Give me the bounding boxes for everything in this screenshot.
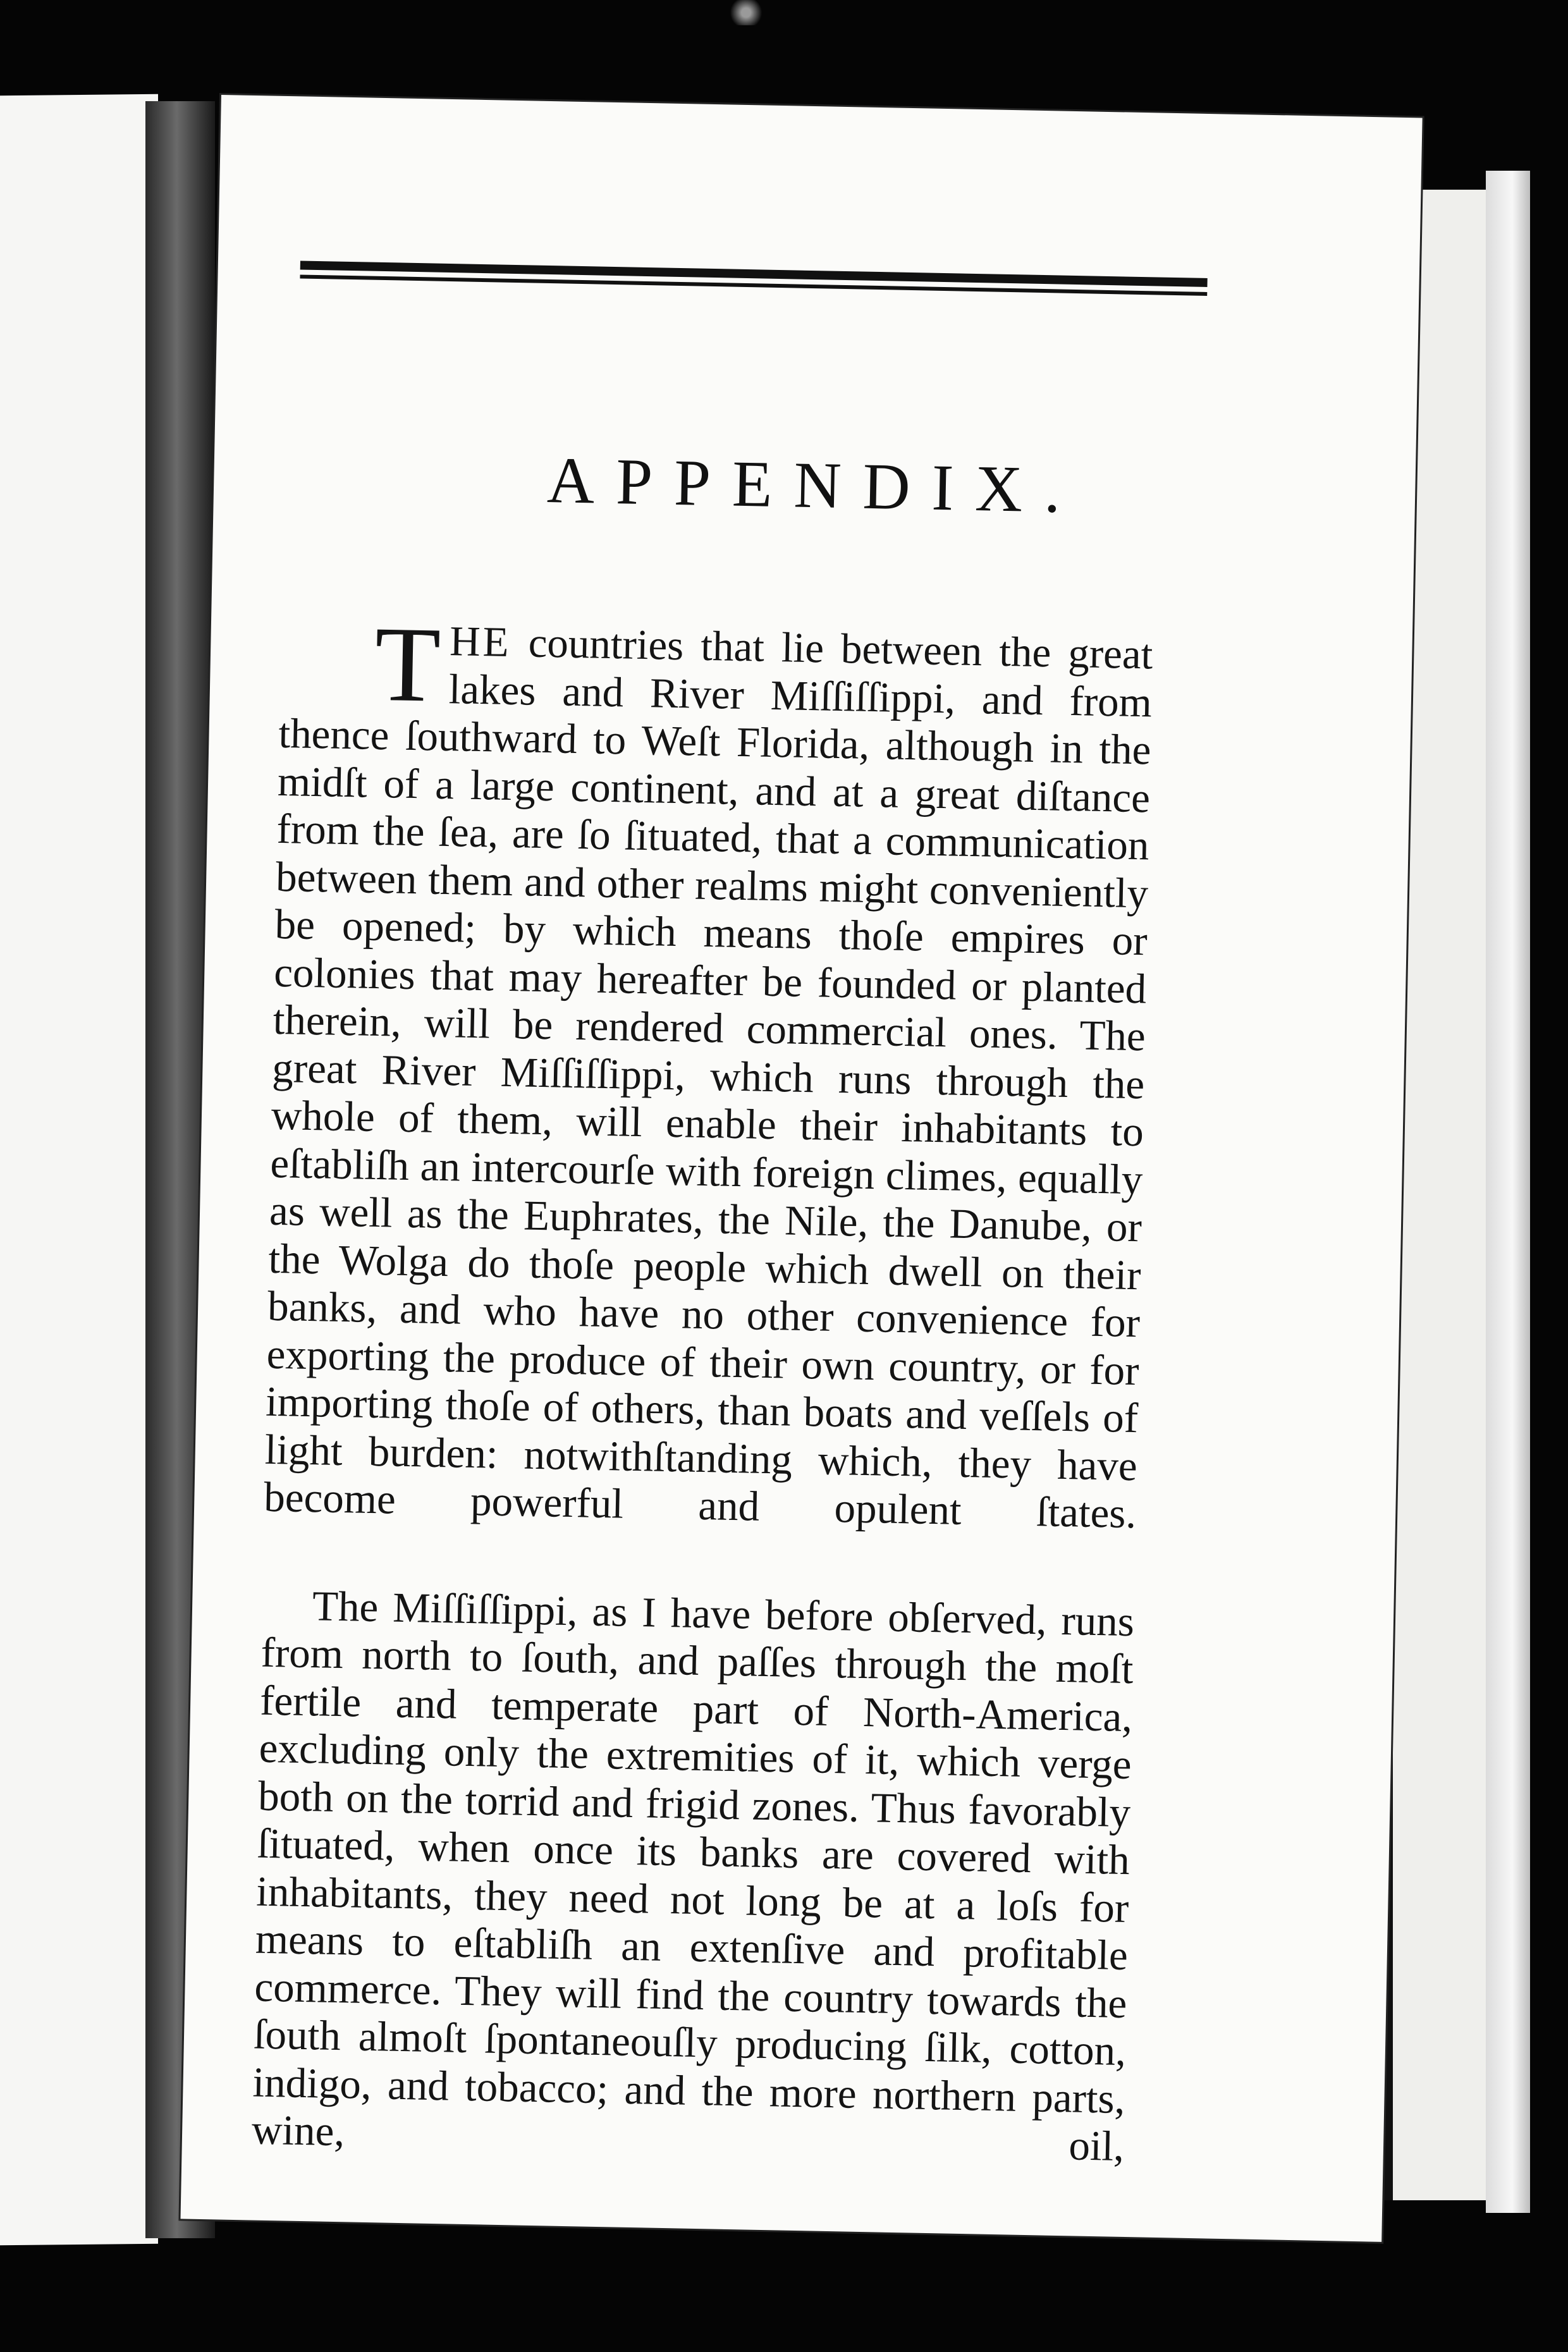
paragraph-1 bbox=[263, 604, 1153, 1538]
book-page bbox=[180, 95, 1422, 2242]
ornamental-top-rule bbox=[300, 260, 1207, 296]
right-page-strip bbox=[1486, 171, 1530, 2213]
left-facing-page bbox=[0, 94, 158, 2246]
drop-cap: T bbox=[373, 604, 442, 725]
paragraph-2 bbox=[251, 1581, 1134, 2171]
page-heading: APPENDIX. bbox=[546, 444, 1083, 527]
body-text bbox=[251, 604, 1153, 2171]
paragraph-2-text: The Miſſiſſippi, as I have before obſerved, runs from north to ſouth, and paſſes through the moſt fertile and temperate part of North-America, excluding only the extremities of it, which verge both on the torrid and frigid zones. Thus favorably ſituated, when once its banks are covered with inhabitants, they need not long be at a loſs for means to eſtabliſh an extenſive and profitable commerce. They will find the country towards the ſouth almoſt ſpontaneouſly producing ſilk, cotton, indigo, and tobacco; and the more northern parts, wine, oil, bbox=[251, 1582, 1135, 2171]
paragraph-1-text: countries that lie between the great lakes and River Miſſiſſippi, and from thence ſouthward to Weſt Florida, although in the midſt of a large continent, and at a great diſtance from the ſea, are ſo ſituated, that a communication between them and other realms might conveniently be opened; by which means thoſe empires or colonies that may hereafter be founded or planted therein, will be rendered commercial ones. The great River Miſſiſſippi, which runs through the whole of them, will enable their inhabitants to eſtabliſh an intercourſe with foreign climes, equally as well as the Euphrates, the Nile, the Danube, or the Wolga do thoſe people which dwell on their banks, and who have no other convenience for exporting the produce of their own country, or for importing thoſe of others, than boats and veſſels of light burden: notwithſtanding which, they have become powerful and opulent ſtates. bbox=[263, 618, 1153, 1538]
scan-speck bbox=[727, 0, 765, 25]
first-word-caps: HE bbox=[449, 618, 512, 666]
